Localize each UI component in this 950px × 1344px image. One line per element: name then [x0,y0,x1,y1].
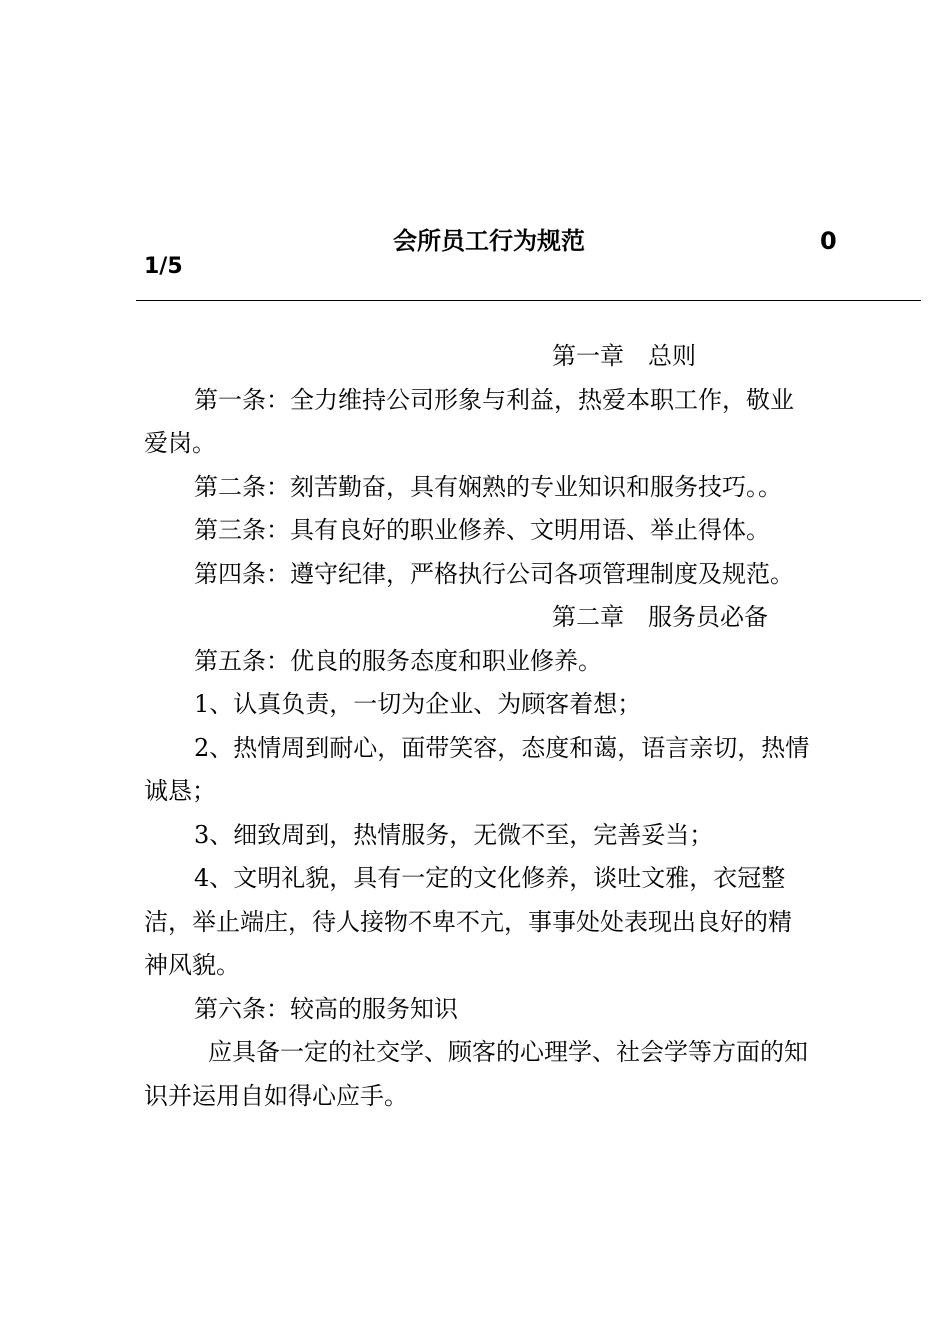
article-1: 第一条：全力维持公司形象与利益，热爱本职工作，敬业爱岗。 [144,385,794,457]
chapter-heading-1: 第一章 总则 [552,342,696,370]
header-divider [136,300,921,301]
chapter-heading-2: 第二章 服务员必备 [552,603,768,631]
article-3: 第三条：具有良好的职业修养、文明用语、举止得体。 [194,516,770,544]
list-item-1: 1、认真负责，一切为企业、为顾客着想； [194,690,642,718]
document-title: 会所员工行为规范 [393,227,585,255]
article-5: 第五条：优良的服务态度和职业修养。 [194,646,602,675]
page-number-zero: 0 [820,227,837,255]
article-6: 第六条：较高的服务知识 [194,994,458,1023]
list-item-3: 3、细致周到，热情服务，无微不至，完善妥当； [194,820,714,849]
page-number-fraction: 1/5 [144,254,183,279]
document-body [144,335,810,1118]
article-4: 第四条：遵守纪律，严格执行公司各项管理制度及规范。 [194,559,794,588]
article-6-text: 应具备一定的社交学、顾客的心理学、社会学等方面的知识并运用自如得心应手。 [144,1038,808,1110]
list-item-2: 2、热情周到耐心，面带笑容，态度和蔼，语言亲切，热情诚恳； [144,733,810,805]
article-2: 第二条：刻苦勤奋，具有娴熟的专业知识和服务技巧。。 [194,472,782,501]
list-item-4: 4、文明礼貌，具有一定的文化修养，谈吐文雅，衣冠整洁，举止端庄，待人接物不卑不亢，事事处处表现出良好的精神风貌。 [144,864,792,979]
page-header [0,0,950,305]
